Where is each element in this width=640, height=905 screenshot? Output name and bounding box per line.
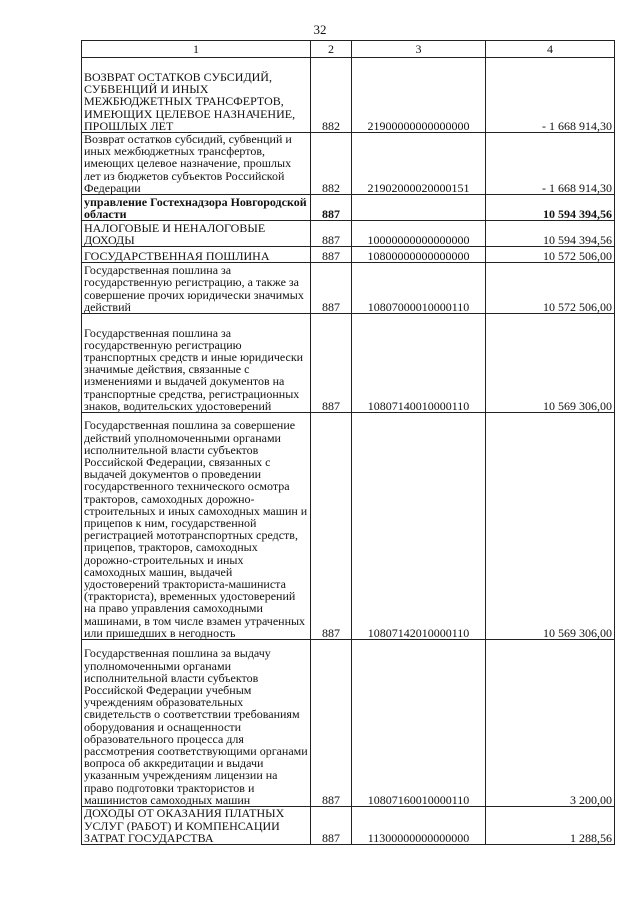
row-name-cell: Государственная пошлина за выдачу уполномоченными органами исполнительной власти субъектов Российской Федерации учебным учреждениям образовательных свидетельств о соответствии требованиям оборудования и оснащенности образовательного процесса для рассмотрения соответствующими органами вопроса об аккредитации и выдачи указанным учреждениям лицензии на право подготовки трактористов и машинистов самоходных машин (82, 640, 311, 807)
row-admin-cell: 882 (311, 58, 352, 133)
row-amount-cell: 3 200,00 (486, 640, 615, 807)
row-name-cell: Государственная пошлина за государственную регистрацию, а также за совершение прочих юридически значимых действий (82, 263, 311, 314)
table-header-row (82, 41, 615, 58)
row-code-cell: 10807142010000110 (352, 413, 486, 640)
table-row (82, 133, 615, 195)
row-amount-cell: 10 594 394,56 (486, 195, 615, 221)
row-name-cell: управление Гостехнадзора Новгородской области (82, 195, 311, 221)
row-amount-cell: 10 569 306,00 (486, 314, 615, 413)
row-code-cell: 11300000000000000 (352, 807, 486, 845)
table-row (82, 640, 615, 807)
row-name-cell: Государственная пошлина за совершение действий уполномоченными органами исполнительной власти субъектов Российской Федерации, связанных с выдачей документов о проведении государственного технического осмотра тракторов, самоходных дорожно-строительных и иных самоходных машин и прицепов к ним, государственной регистрацией мототранспортных средств, прицепов, тракторов, самоходных дорожно-строительных и иных самоходных машин, выдачей удостоверений тракториста-машиниста (тракториста), временных удостоверений на право управления самоходными машинами, в том числе взамен утраченных или пришедших в негодность (82, 413, 311, 640)
row-admin-cell: 887 (311, 314, 352, 413)
table-row (82, 221, 615, 247)
row-amount-cell: - 1 668 914,30 (486, 133, 615, 195)
row-code-cell: 10807000010000110 (352, 263, 486, 314)
row-admin-cell: 887 (311, 195, 352, 221)
row-admin-cell: 887 (311, 807, 352, 845)
table-row (82, 314, 615, 413)
row-name-cell: ДОХОДЫ ОТ ОКАЗАНИЯ ПЛАТНЫХ УСЛУГ (РАБОТ) И КОМПЕНСАЦИИ ЗАТРАТ ГОСУДАРСТВА (82, 807, 311, 845)
row-name-cell: Государственная пошлина за государственную регистрацию транспортных средств и иные юридически значимые действия, связанные с изменениями и выдачей документов на транспортные средства, регистрационных знаков, водительских удостоверений (82, 314, 311, 413)
row-name-cell: ВОЗВРАТ ОСТАТКОВ СУБСИДИЙ, СУБВЕНЦИЙ И ИНЫХ МЕЖБЮДЖЕТНЫХ ТРАНСФЕРТОВ, ИМЕЮЩИХ ЦЕЛЕВОЕ НАЗНАЧЕНИЕ, ПРОШЛЫХ ЛЕТ (82, 58, 311, 133)
row-code-cell (352, 195, 486, 221)
row-amount-cell: 10 594 394,56 (486, 221, 615, 247)
table-row (82, 58, 615, 133)
row-admin-cell: 887 (311, 640, 352, 807)
row-name-cell: НАЛОГОВЫЕ И НЕНАЛОГОВЫЕ ДОХОДЫ (82, 221, 311, 247)
row-admin-cell: 887 (311, 221, 352, 247)
row-code-cell: 21902000020000151 (352, 133, 486, 195)
row-amount-cell: 1 288,56 (486, 807, 615, 845)
row-amount-cell: 10 569 306,00 (486, 413, 615, 640)
row-code-cell: 10807140010000110 (352, 314, 486, 413)
table-row (82, 195, 615, 221)
row-code-cell: 10807160010000110 (352, 640, 486, 807)
row-code-cell: 10800000000000000 (352, 247, 486, 263)
row-admin-cell: 887 (311, 413, 352, 640)
page-number: 32 (313, 22, 327, 37)
row-amount-cell: 10 572 506,00 (486, 247, 615, 263)
table-row (82, 807, 615, 845)
table-row (82, 247, 615, 263)
table-row (82, 263, 615, 314)
row-admin-cell: 887 (311, 247, 352, 263)
row-amount-cell: - 1 668 914,30 (486, 58, 615, 133)
row-code-cell: 10000000000000000 (352, 221, 486, 247)
column-header-admin: 2 (311, 41, 352, 58)
row-admin-cell: 882 (311, 133, 352, 195)
column-header-name: 1 (82, 41, 311, 58)
row-code-cell: 21900000000000000 (352, 58, 486, 133)
row-admin-cell: 887 (311, 263, 352, 314)
row-name-cell: Возврат остатков субсидий, субвенций и иных межбюджетных трансфертов, имеющих целевое назначение, прошлых лет из бюджетов субъектов Российской Федерации (82, 133, 311, 195)
row-amount-cell: 10 572 506,00 (486, 263, 615, 314)
row-name-cell: ГОСУДАРСТВЕННАЯ ПОШЛИНА (82, 247, 311, 263)
revenue-table (81, 40, 615, 845)
table-row (82, 413, 615, 640)
table-body (82, 58, 615, 845)
column-header-code: 3 (352, 41, 486, 58)
column-header-amount: 4 (486, 41, 615, 58)
